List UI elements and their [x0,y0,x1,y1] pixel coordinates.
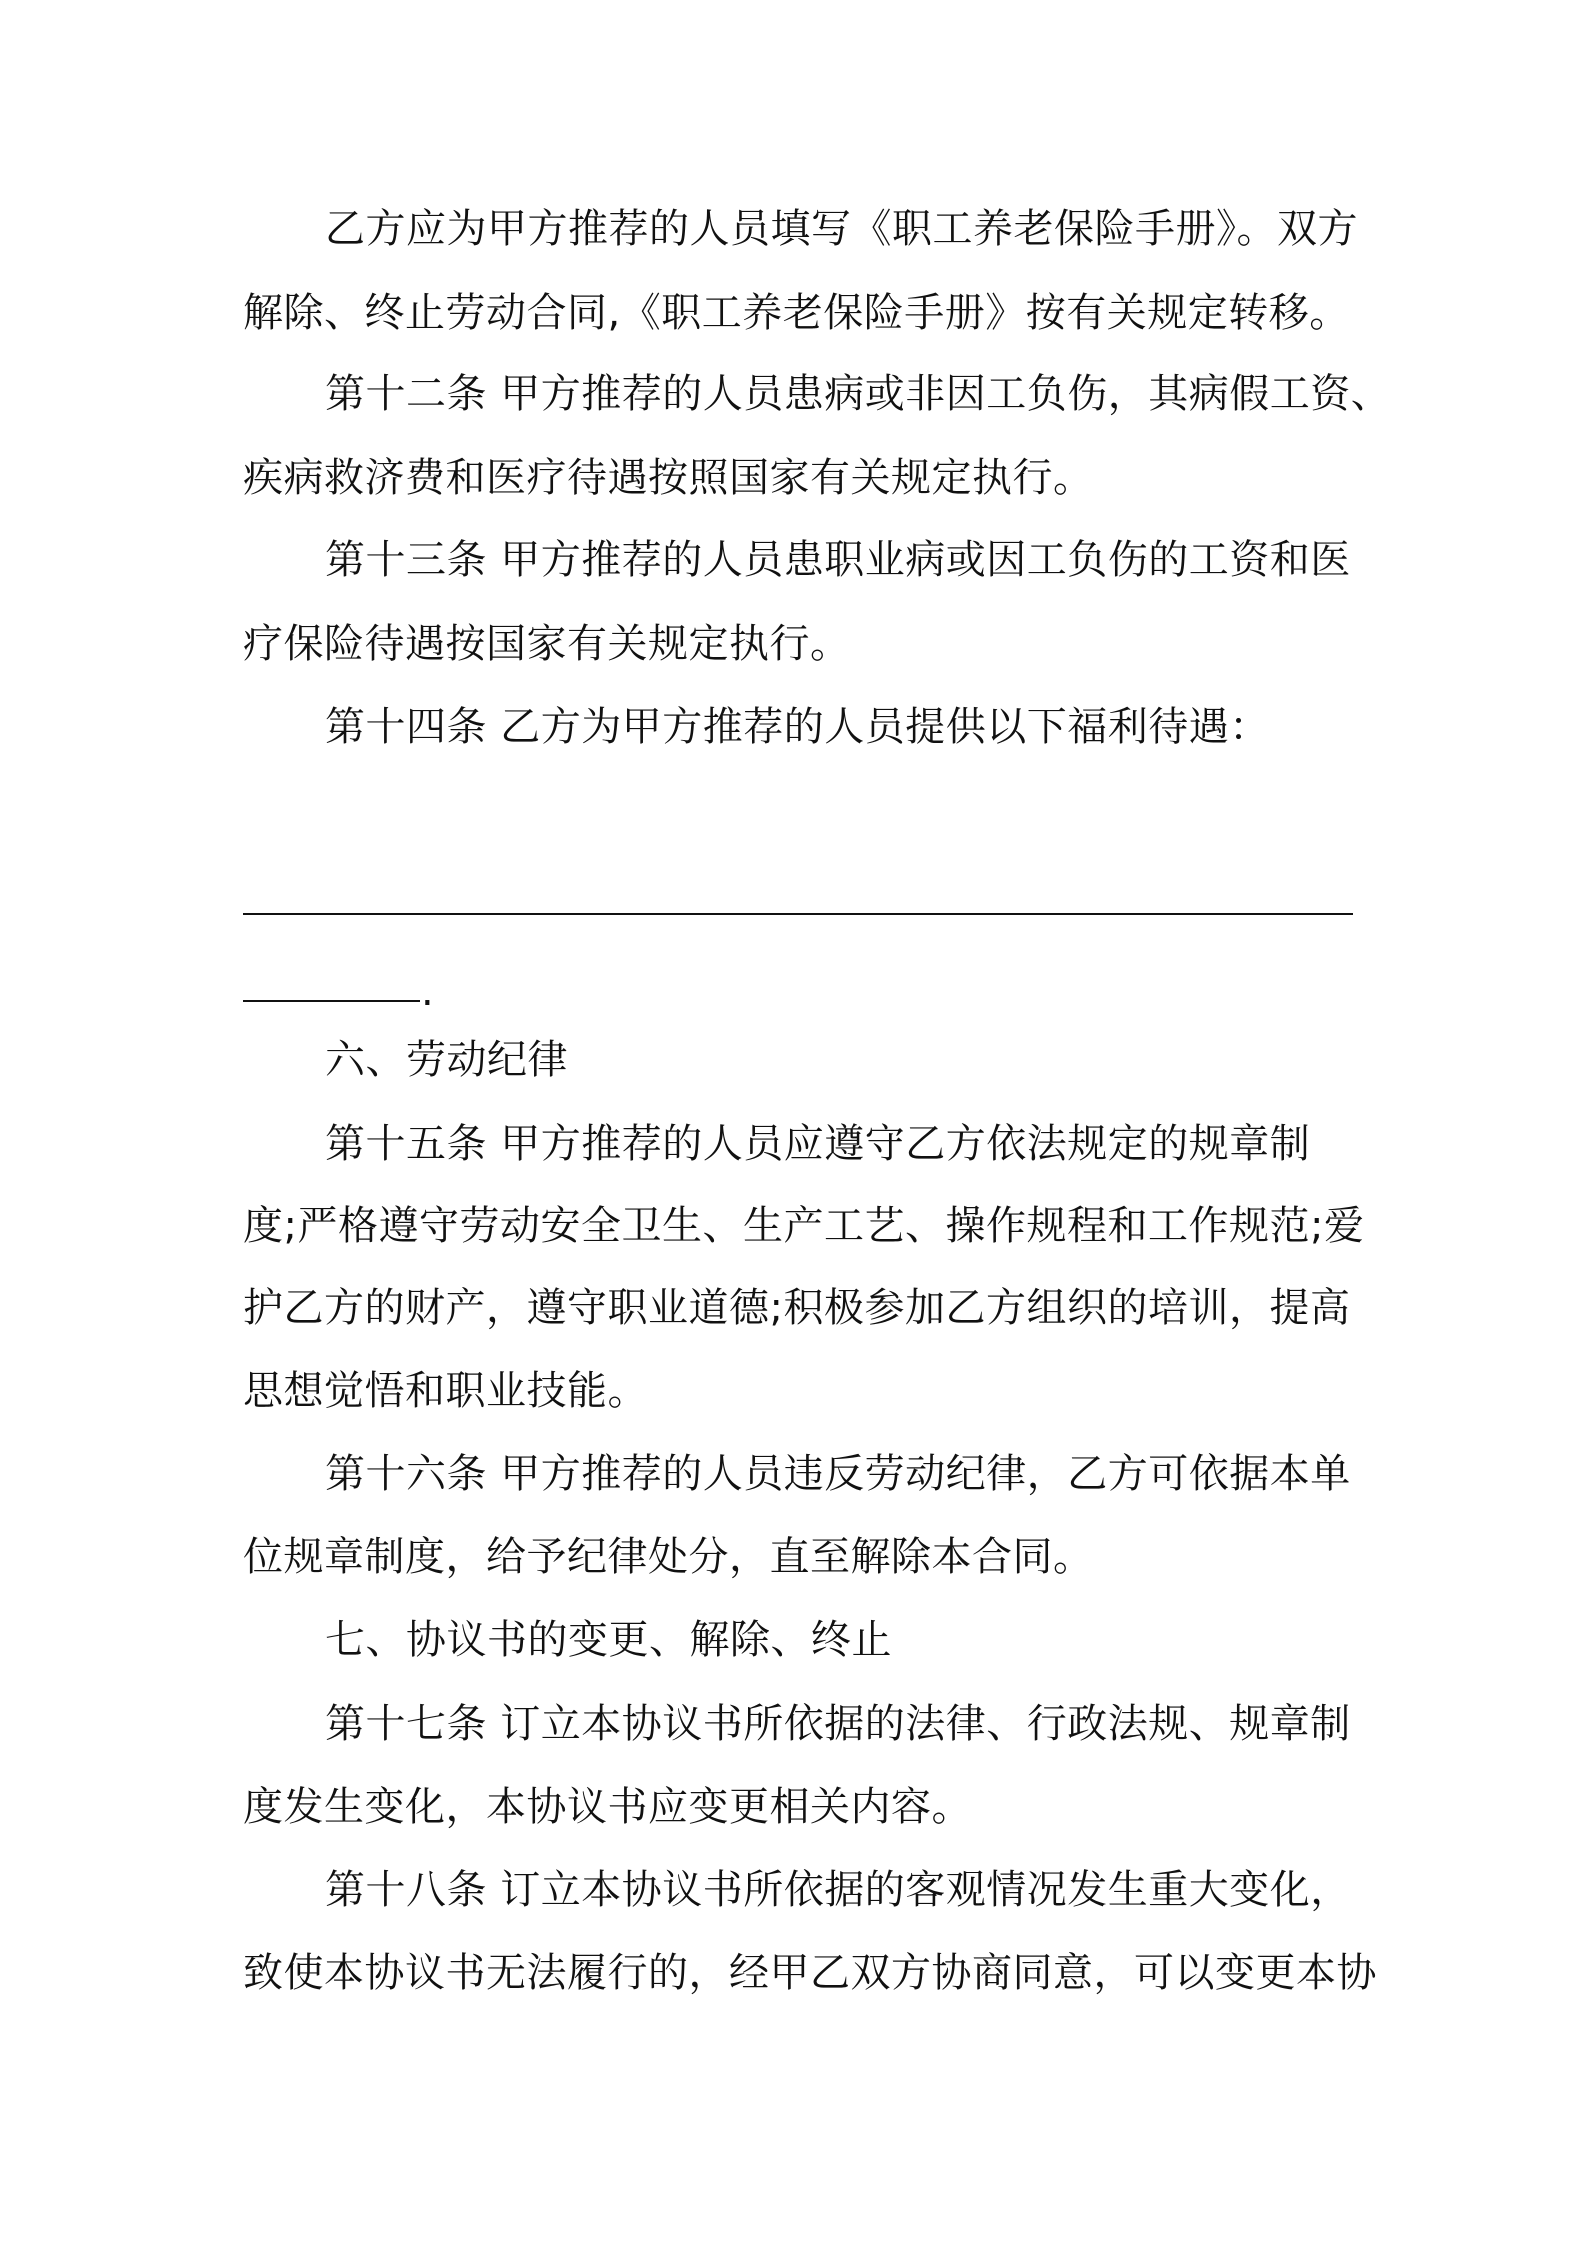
paragraph-line: 护乙方的财产，遵守职业道德;积极参加乙方组织的培训，提高 [243,1285,1351,1331]
blank-fill-line-end [243,1000,420,1002]
section-heading-6: 六、劳动纪律 [325,1037,568,1083]
article-16-line: 第十六条 甲方推荐的人员违反劳动纪律，乙方可依据本单 [325,1451,1351,1497]
paragraph-line: 乙方应为甲方推荐的人员填写《职工养老保险手册》。双方 [325,206,1358,252]
paragraph-line: 解除、终止劳动合同,《职工养老保险手册》按有关规定转移。 [243,290,1350,336]
paragraph-line: 位规章制度，给予纪律处分，直至解除本合同。 [243,1534,1094,1580]
paragraph-line: 致使本协议书无法履行的，经甲乙双方协商同意，可以变更本协 [243,1950,1377,1996]
paragraph-line: 度;严格遵守劳动安全卫生、生产工艺、操作规程和工作规范;爱 [243,1203,1365,1249]
paragraph-line: 疾病救济费和医疗待遇按照国家有关规定执行。 [243,455,1094,501]
section-heading-7: 七、协议书的变更、解除、终止 [325,1617,892,1663]
paragraph-line: 疗保险待遇按国家有关规定执行。 [243,621,851,667]
article-17-line: 第十七条 订立本协议书所依据的法律、行政法规、规章制 [325,1701,1351,1747]
article-13-line: 第十三条 甲方推荐的人员患职业病或因工负伤的工资和医 [325,537,1351,583]
article-15-line: 第十五条 甲方推荐的人员应遵守乙方依法规定的规章制 [325,1121,1311,1167]
blank-fill-line [243,913,1353,915]
article-14-line: 第十四条 乙方为甲方推荐的人员提供以下福利待遇： [325,704,1270,750]
paragraph-line: 思想觉悟和职业技能。 [243,1368,648,1414]
article-18-line: 第十八条 订立本协议书所依据的客观情况发生重大变化， [325,1867,1351,1913]
paragraph-line: 度发生变化，本协议书应变更相关内容。 [243,1784,972,1830]
blank-period: . [421,969,434,1015]
article-12-line: 第十二条 甲方推荐的人员患病或非因工负伤，其病假工资、 [325,371,1392,417]
